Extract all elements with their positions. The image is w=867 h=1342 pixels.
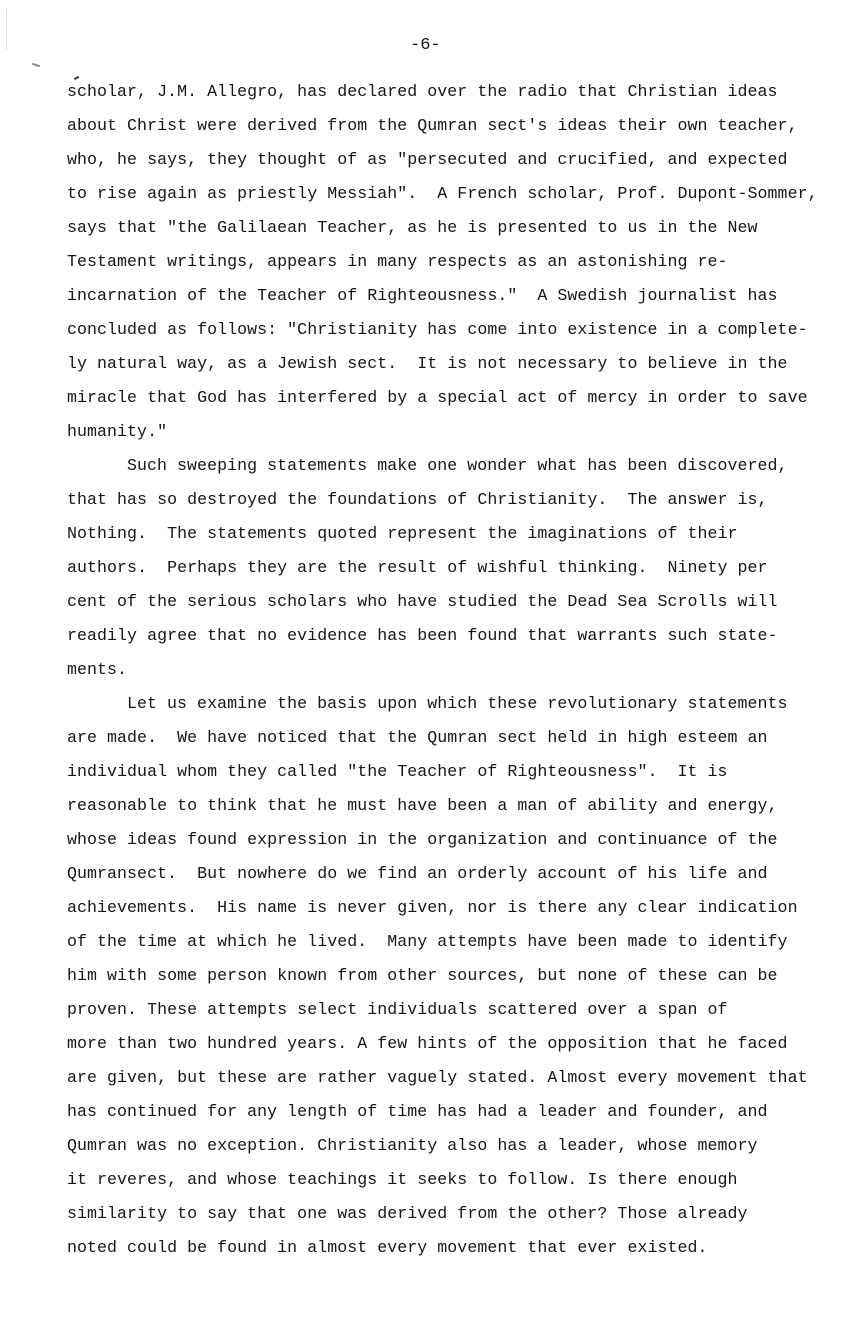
- stray-mark: [74, 76, 79, 80]
- text-line: to rise again as priestly Messiah". A French scholar, Prof. Dupont-Sommer,: [67, 184, 818, 203]
- text-line: it reveres, and whose teachings it seeks to follow. Is there enough: [67, 1170, 738, 1189]
- text-line: Nothing. The statements quoted represent the imaginations of their: [67, 524, 738, 543]
- text-line: Such sweeping statements make one wonder what has been discovered,: [127, 456, 788, 475]
- text-line: says that "the Galilaean Teacher, as he is presented to us in the New: [67, 218, 758, 237]
- text-line: miracle that God has interfered by a special act of mercy in order to save: [67, 388, 808, 407]
- text-line: are given, but these are rather vaguely stated. Almost every movement that: [67, 1068, 808, 1087]
- text-line: ly natural way, as a Jewish sect. It is not necessary to believe in the: [67, 354, 788, 373]
- text-line: whose ideas found expression in the organization and continuance of the: [67, 830, 778, 849]
- text-line: Testament writings, appears in many respects as an astonishing re-: [67, 252, 728, 271]
- text-line: cent of the serious scholars who have studied the Dead Sea Scrolls will: [67, 592, 778, 611]
- text-line: him with some person known from other sources, but none of these can be: [67, 966, 778, 985]
- text-line: individual whom they called "the Teacher of Righteousness". It is: [67, 762, 728, 781]
- text-line: readily agree that no evidence has been found that warrants such state-: [67, 626, 778, 645]
- text-line: proven. These attempts select individuals scattered over a span of: [67, 1000, 728, 1019]
- text-line: noted could be found in almost every movement that ever existed.: [67, 1238, 708, 1257]
- text-line: about Christ were derived from the Qumran sect's ideas their own teacher,: [67, 116, 798, 135]
- text-line: has continued for any length of time has had a leader and founder, and: [67, 1102, 768, 1121]
- text-line: who, he says, they thought of as "persecuted and crucified, and expected: [67, 150, 788, 169]
- text-line: scholar, J.M. Allegro, has declared over the radio that Christian ideas: [67, 82, 778, 101]
- text-line: authors. Perhaps they are the result of wishful thinking. Ninety per: [67, 558, 768, 577]
- text-line: incarnation of the Teacher of Righteousness." A Swedish journalist has: [67, 286, 778, 305]
- text-line: more than two hundred years. A few hints of the opposition that he faced: [67, 1034, 788, 1053]
- text-line: reasonable to think that he must have been a man of ability and energy,: [67, 796, 778, 815]
- text-line: that has so destroyed the foundations of Christianity. The answer is,: [67, 490, 768, 509]
- page-edge-mark: [6, 10, 7, 50]
- text-line: Qumransect. But nowhere do we find an orderly account of his life and: [67, 864, 768, 883]
- text-line: are made. We have noticed that the Qumran sect held in high esteem an: [67, 728, 768, 747]
- text-line: achievements. His name is never given, nor is there any clear indication: [67, 898, 798, 917]
- text-line: Let us examine the basis upon which these revolutionary statements: [127, 694, 788, 713]
- stray-mark: [32, 63, 40, 68]
- text-line: ments.: [67, 660, 128, 679]
- text-line: of the time at which he lived. Many attempts have been made to identify: [67, 932, 788, 951]
- text-line: similarity to say that one was derived from the other? Those already: [67, 1204, 748, 1223]
- text-line: Qumran was no exception. Christianity also has a leader, whose memory: [67, 1136, 758, 1155]
- page-number: -6-: [410, 36, 441, 55]
- text-line: concluded as follows: "Christianity has come into existence in a complete-: [67, 320, 808, 339]
- text-line: humanity.": [67, 422, 168, 441]
